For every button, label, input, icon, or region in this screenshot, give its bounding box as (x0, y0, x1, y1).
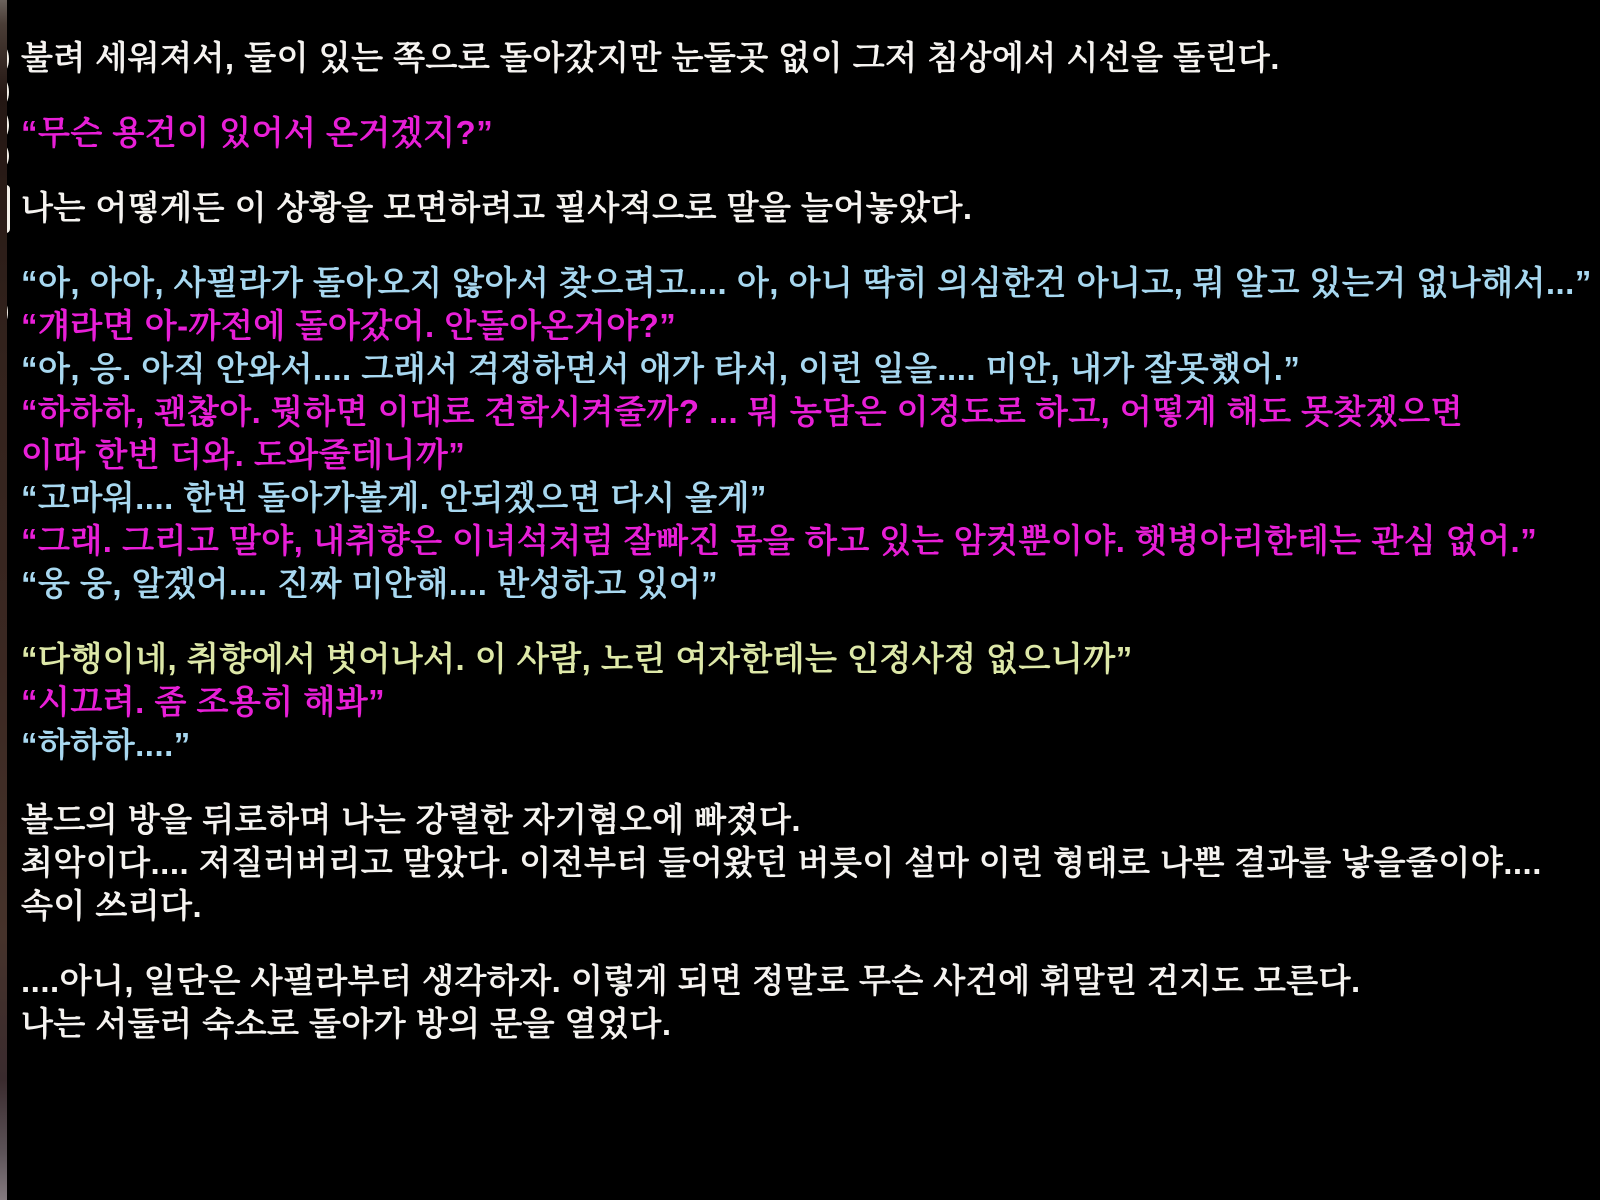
paragraph (21, 959, 1600, 1045)
text-line: 불려 세워져서, 둘이 있는 쪽으로 돌아갔지만 눈둘곳 없이 그저 침상에서 시선을 돌린다. (21, 39, 1280, 76)
paragraph (21, 186, 1600, 229)
text-line: “아, 응. 아직 안와서.... 그래서 걱정하면서 애가 타서, 이런 일을.... 미안, 내가 잘못했어.” (21, 350, 1301, 387)
text-line: 나는 어떻게든 이 상황을 모면하려고 필사적으로 말을 늘어놓았다. (21, 189, 973, 226)
text-line: “시끄려. 좀 조용히 해봐” (21, 683, 386, 720)
text-line: “하하하, 괜찮아. 뭣하면 이대로 견학시켜줄까? ... 뭐 농담은 이정도로 하고, 어떻게 해도 못찾겠으면 (21, 393, 1464, 430)
text-line: 최악이다.... 저질러버리고 말았다. 이전부터 들어왔던 버릇이 설마 이런 형태로 나쁜 결과를 낳을줄이야.... (21, 844, 1542, 881)
paragraph (21, 36, 1600, 79)
paragraph (21, 637, 1600, 766)
paragraph (21, 798, 1600, 927)
paragraph (21, 261, 1600, 605)
text-line: ....아니, 일단은 사필라부터 생각하자. 이렇게 되면 정말로 무슨 사건에 휘말린 건지도 모른다. (21, 962, 1361, 999)
paragraph (21, 111, 1600, 154)
text-line: 나는 서둘러 숙소로 돌아가 방의 문을 열었다. (21, 1005, 672, 1042)
text-line: “무슨 용건이 있어서 온거겠지?” (21, 114, 494, 151)
page-edge-strip (0, 0, 7, 1200)
text-line: 속이 쓰리다. (21, 887, 203, 924)
text-line: “걔라면 아-까전에 돌아갔어. 안돌아온거야?” (21, 307, 677, 344)
text-line: 이따 한번 더와. 도와줄테니까” (21, 436, 466, 473)
text-line: “그래. 그리고 말야, 내취향은 이녀석처럼 잘빠진 몸을 하고 있는 암컷뿐이야. 햇병아리한테는 관심 없어.” (21, 522, 1538, 559)
text-line: 볼드의 방을 뒤로하며 나는 강렬한 자기혐오에 빠졌다. (21, 801, 801, 838)
text-line: “다행이네, 취향에서 벗어나서. 이 사람, 노린 여자한테는 인정사정 없으니까” (21, 640, 1133, 677)
text-line: “고마워.... 한번 돌아가볼게. 안되겠으면 다시 올게” (21, 479, 767, 516)
text-line: “하하하....” (21, 726, 191, 763)
text-line: “아, 아아, 사필라가 돌아오지 않아서 찾으려고.... 아, 아니 딱히 의심한건 아니고, 뭐 알고 있는거 없나해서...” (21, 264, 1592, 301)
text-line: “웅 웅, 알겠어.... 진짜 미안해.... 반성하고 있어” (21, 565, 719, 602)
